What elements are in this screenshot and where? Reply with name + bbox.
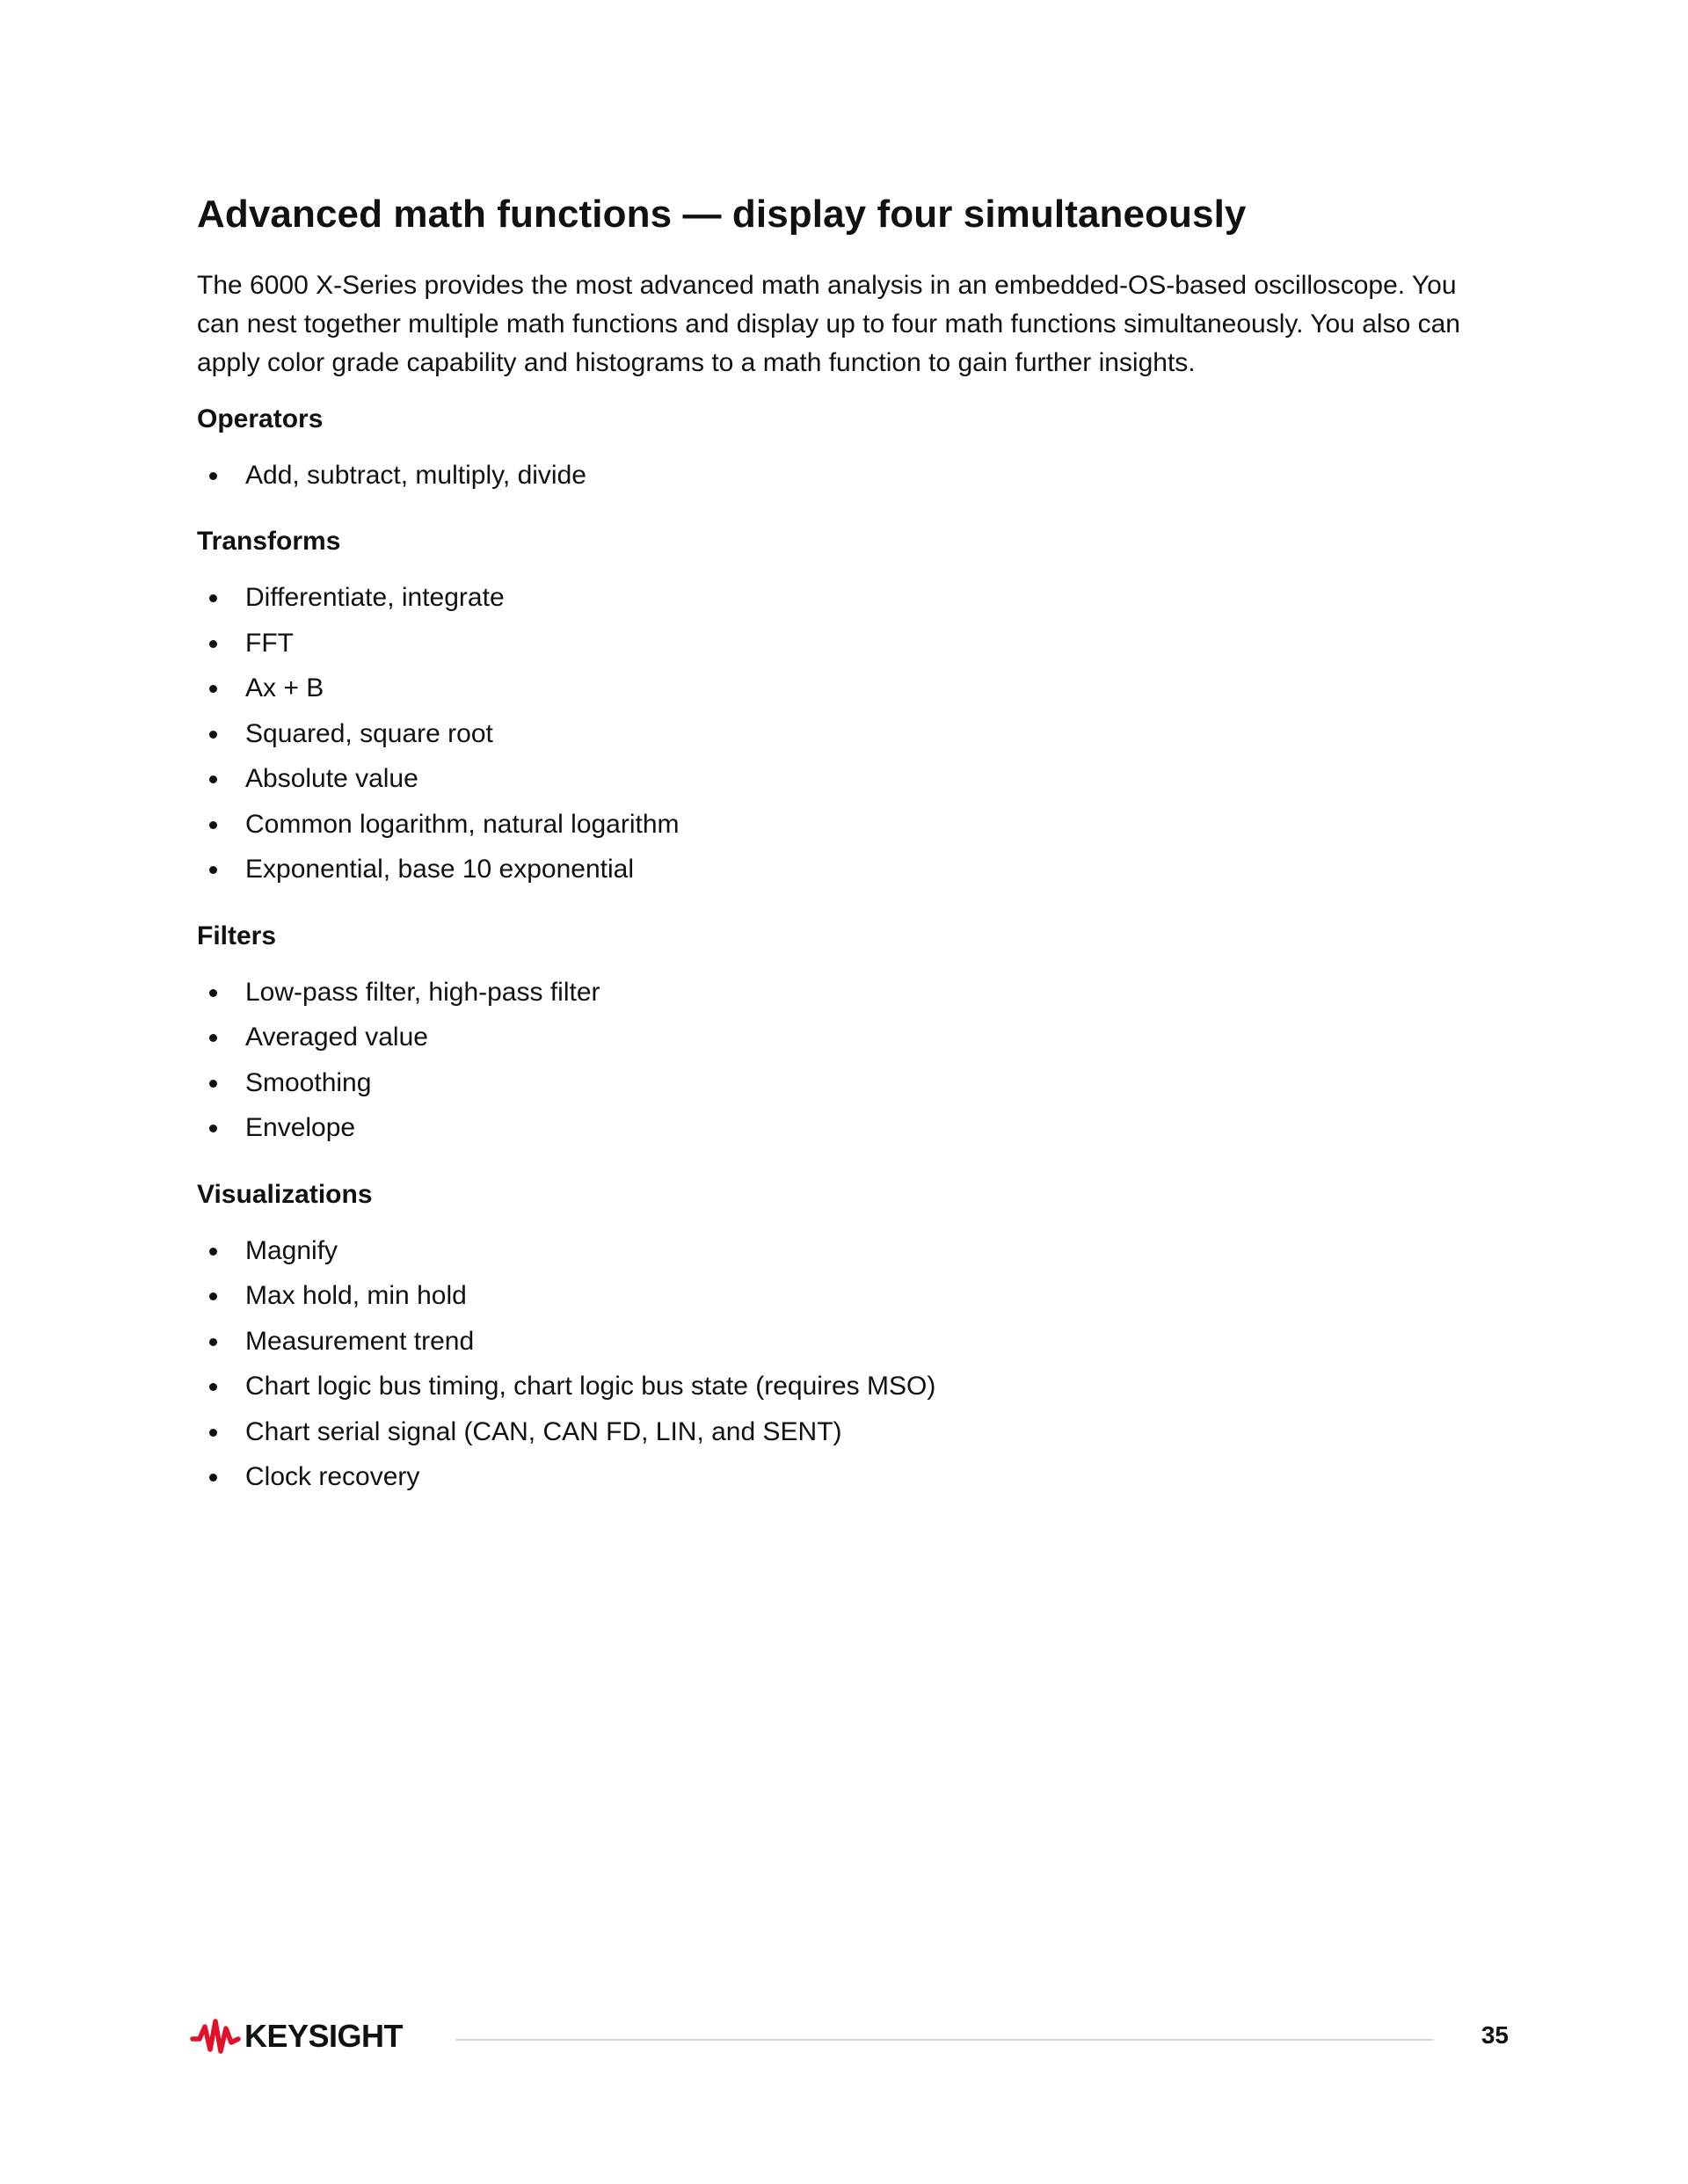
list-item-label: Smoothing — [245, 1067, 372, 1097]
footer-divider — [455, 2039, 1433, 2041]
list-item — [197, 575, 1516, 621]
list-item — [197, 621, 1516, 666]
visualizations-list — [197, 1228, 1516, 1500]
logo-wordmark: KEYSIGHT — [244, 2018, 404, 2054]
list-item — [197, 1364, 1516, 1409]
list-item — [197, 1454, 1516, 1500]
list-item-label: Measurement trend — [245, 1326, 475, 1356]
list-item — [197, 1105, 1516, 1151]
page-number: 35 — [1481, 2021, 1509, 2049]
bullet-icon — [209, 1292, 217, 1300]
bullet-icon — [209, 866, 217, 874]
list-item — [197, 1409, 1516, 1455]
keysight-logo — [190, 2013, 403, 2059]
section-heading-operators: Operators — [197, 404, 324, 433]
page-content — [197, 192, 1516, 1500]
list-item — [197, 711, 1516, 757]
list-item — [197, 847, 1516, 892]
list-item-label: Clock recovery — [245, 1462, 420, 1492]
intro-paragraph: The 6000 X-Series provides the most advanced math analysis in an embedded-OS-based oscilloscope. You can nest together multiple math functions and display up to four math functions simultaneously. You also can apply color grade capability and histograms to a math function to gain further insights. — [197, 270, 1460, 377]
list-item — [197, 1228, 1516, 1274]
bullet-icon — [209, 1474, 217, 1481]
bullet-icon — [209, 1248, 217, 1256]
list-item-label: Envelope — [245, 1113, 356, 1143]
list-item — [197, 1015, 1516, 1060]
list-item — [197, 1273, 1516, 1319]
list-item-label: Common logarithm, natural logarithm — [245, 809, 680, 839]
list-item-label: Averaged value — [245, 1023, 428, 1052]
list-item — [197, 1319, 1516, 1365]
list-item-label: Max hold, min hold — [245, 1281, 467, 1311]
bullet-icon — [209, 472, 217, 480]
list-item-label: Exponential, base 10 exponential — [245, 855, 635, 885]
list-item-label: Magnify — [245, 1235, 338, 1265]
bullet-icon — [209, 989, 217, 997]
operators-list — [197, 453, 1516, 499]
bullet-icon — [209, 1080, 217, 1088]
bullet-icon — [209, 594, 217, 602]
list-item-label: Chart logic bus timing, chart logic bus state (requires MSO) — [245, 1372, 936, 1401]
list-item-label: Squared, square root — [245, 718, 493, 748]
list-item — [197, 1060, 1516, 1106]
list-item-label: Ax + B — [245, 673, 324, 703]
transforms-list — [197, 575, 1516, 892]
list-item — [197, 802, 1516, 848]
section-heading-visualizations: Visualizations — [197, 1179, 373, 1209]
list-item — [197, 666, 1516, 711]
bullet-icon — [209, 1338, 217, 1346]
bullet-icon — [209, 1034, 217, 1042]
list-item — [197, 453, 1516, 499]
list-item — [197, 756, 1516, 802]
page-title: Advanced math functions — display four simultaneously — [197, 193, 1247, 236]
section-heading-transforms: Transforms — [197, 527, 341, 557]
bullet-icon — [209, 1383, 217, 1391]
list-item-label: Low-pass filter, high-pass filter — [245, 977, 600, 1007]
bullet-icon — [209, 640, 217, 648]
filters-list — [197, 970, 1516, 1151]
list-item-label: Add, subtract, multiply, divide — [245, 460, 586, 490]
list-item — [197, 970, 1516, 1016]
bullet-icon — [209, 821, 217, 829]
bullet-icon — [209, 1125, 217, 1132]
section-heading-filters: Filters — [197, 921, 277, 950]
list-item-label: Differentiate, integrate — [245, 583, 505, 613]
bullet-icon — [209, 1429, 217, 1437]
list-item-label: Chart serial signal (CAN, CAN FD, LIN, and SENT) — [245, 1416, 842, 1446]
list-item-label: Absolute value — [245, 764, 418, 794]
list-item-label: FFT — [245, 628, 294, 658]
page-footer — [190, 2013, 1509, 2059]
keysight-waveform-icon — [190, 2016, 241, 2057]
bullet-icon — [209, 731, 217, 739]
bullet-icon — [209, 775, 217, 783]
bullet-icon — [209, 685, 217, 693]
